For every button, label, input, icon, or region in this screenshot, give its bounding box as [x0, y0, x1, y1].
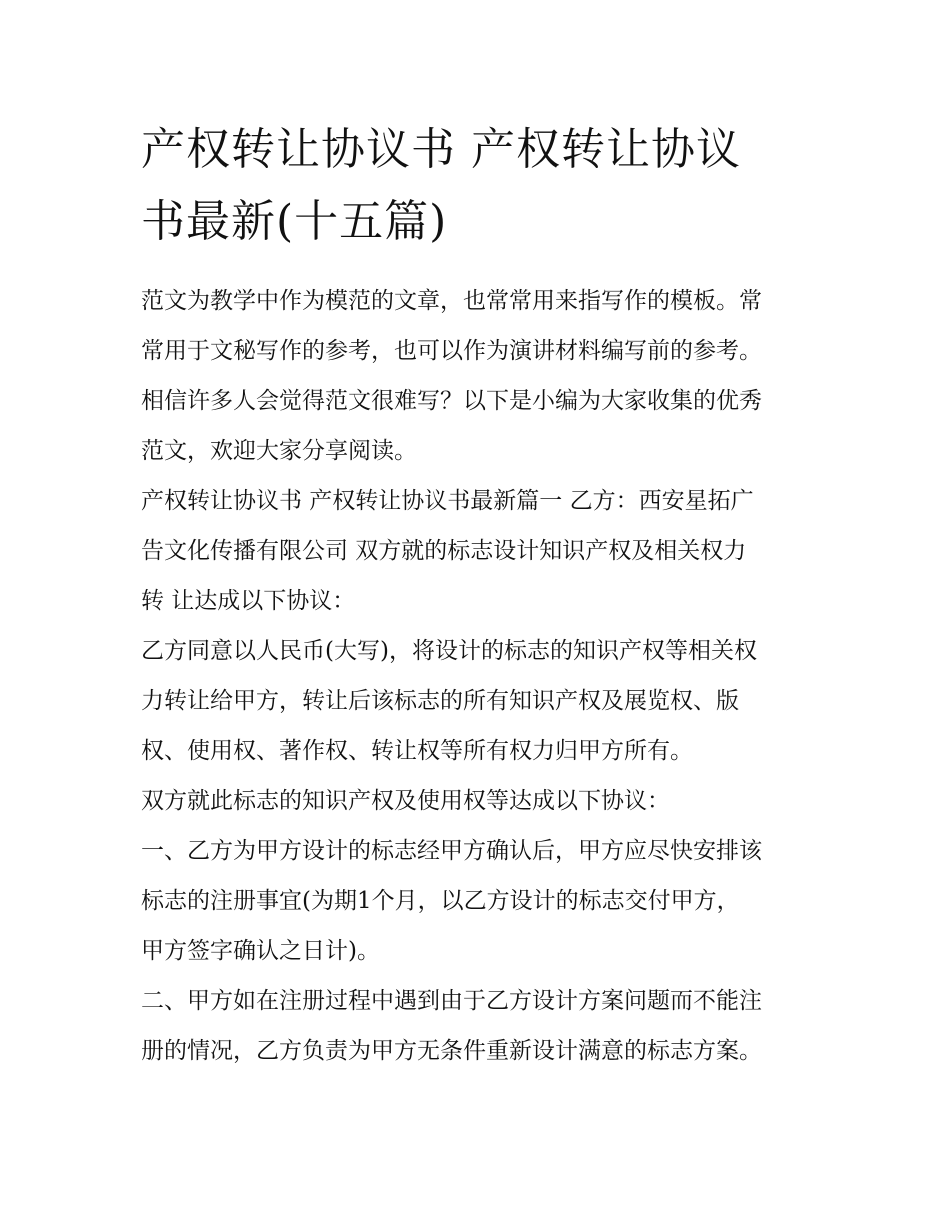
text-line: 力转让给甲方，转让后该标志的所有知识产权及展览权、版	[141, 688, 739, 714]
text-line: 告文化传播有限公司 双方就的标志设计知识产权及相关权力	[141, 538, 747, 564]
text-line: 权、使用权、著作权、转让权等所有权力归甲方所有。	[141, 738, 693, 764]
text-line: 乙方同意以人民币(大写)，将设计的标志的知识产权等相关权	[141, 638, 757, 664]
title-line: 产权转让协议书 产权转让协议	[141, 124, 741, 175]
transfer-terms-paragraph	[141, 626, 813, 776]
document-title	[141, 114, 813, 258]
clause-two-paragraph	[141, 976, 813, 1076]
text-line: 标志的注册事宜(为期1个月，以乙方设计的标志交付甲方，	[141, 888, 740, 914]
agreement-intro-paragraph	[141, 776, 813, 826]
title-line: 书最新(十五篇)	[141, 196, 448, 247]
text-line: 范文为教学中作为模范的文章，也常常用来指写作的模板。常	[141, 288, 762, 314]
text-line: 转 让达成以下协议：	[141, 588, 356, 614]
text-line: 二、甲方如在注册过程中遇到由于乙方设计方案问题而不能注	[141, 988, 762, 1014]
text-line: 甲方签字确认之日计)。	[141, 938, 380, 964]
document-page	[141, 114, 813, 1076]
intro-paragraph	[141, 276, 813, 476]
text-line: 范文，欢迎大家分享阅读。	[141, 438, 417, 464]
text-line: 一、乙方为甲方设计的标志经甲方确认后，甲方应尽快安排该	[141, 838, 762, 864]
text-line: 相信许多人会觉得范文很难写？以下是小编为大家收集的优秀	[141, 388, 762, 414]
text-line: 册的情况，乙方负责为甲方无条件重新设计满意的标志方案。	[141, 1038, 762, 1064]
text-line: 常用于文秘写作的参考，也可以作为演讲材料编写前的参考。	[141, 338, 762, 364]
text-line: 产权转让协议书 产权转让协议书最新篇一 乙方：西安星拓广	[141, 488, 754, 514]
clause-one-paragraph	[141, 826, 813, 976]
document-body	[141, 276, 813, 1076]
text-line: 双方就此标志的知识产权及使用权等达成以下协议：	[141, 788, 670, 814]
section-heading-paragraph	[141, 476, 813, 626]
